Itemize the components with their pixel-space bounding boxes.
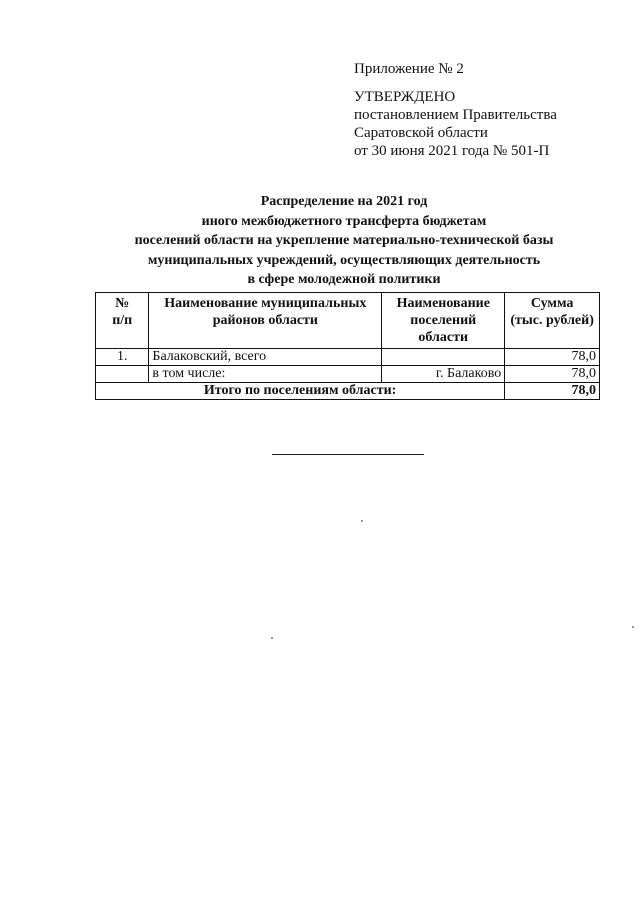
table-header-row xyxy=(96,293,600,349)
annex-block xyxy=(354,60,557,160)
header-number-line-2: п/п xyxy=(112,313,133,328)
header-settlement-line-3: области xyxy=(418,330,469,345)
header-settlement-line-2: поселений xyxy=(410,313,477,328)
distribution-table xyxy=(95,292,600,400)
title-line-3: поселений области на укрепление материально-технической базы xyxy=(134,233,554,248)
row-settlement: г. Балаково xyxy=(382,366,505,383)
row-number xyxy=(96,366,149,383)
approval-line-2: Саратовской области xyxy=(354,125,488,141)
approval-stamp: УТВЕРЖДЕНО xyxy=(354,89,456,105)
row-district: в том числе: xyxy=(149,366,382,383)
table-row xyxy=(96,366,600,383)
header-sum-line-1: Сумма xyxy=(530,296,574,311)
closing-rule xyxy=(272,454,424,455)
approval-line-3: от 30 июня 2021 года № 501-П xyxy=(354,143,550,159)
row-sum: 78,0 xyxy=(505,349,600,366)
title-line-5: в сфере молодежной политики xyxy=(247,272,441,287)
scan-speck xyxy=(632,626,634,628)
header-district-line-2: районов области xyxy=(212,313,318,328)
row-settlement xyxy=(382,349,505,366)
header-number xyxy=(96,293,149,349)
approval-line-1: постановлением Правительства xyxy=(354,107,557,123)
table-row xyxy=(96,349,600,366)
header-district xyxy=(149,293,382,349)
total-row xyxy=(96,383,600,400)
title-line-1: Распределение на 2021 год xyxy=(260,194,428,209)
header-sum-line-2: (тыс. рублей) xyxy=(510,313,594,328)
header-settlement xyxy=(382,293,505,349)
header-district-line-1: Наименование муниципальных xyxy=(164,296,367,311)
header-number-line-1: № xyxy=(115,296,130,311)
annex-number: Приложение № 2 xyxy=(354,61,464,77)
title-line-2: иного межбюджетного трансферта бюджетам xyxy=(201,213,487,229)
row-number: 1. xyxy=(96,349,149,366)
header-sum xyxy=(505,293,600,349)
scan-speck xyxy=(271,637,273,639)
document-title xyxy=(80,192,608,290)
total-sum: 78,0 xyxy=(505,383,600,400)
title-line-4: муниципальных учреждений, осуществляющих деятельность xyxy=(147,252,541,268)
scan-speck xyxy=(361,520,363,522)
total-label: Итого по поселениям области: xyxy=(96,383,505,400)
row-district: Балаковский, всего xyxy=(149,349,382,366)
header-settlement-line-1: Наименование xyxy=(396,296,490,311)
row-sum: 78,0 xyxy=(505,366,600,383)
